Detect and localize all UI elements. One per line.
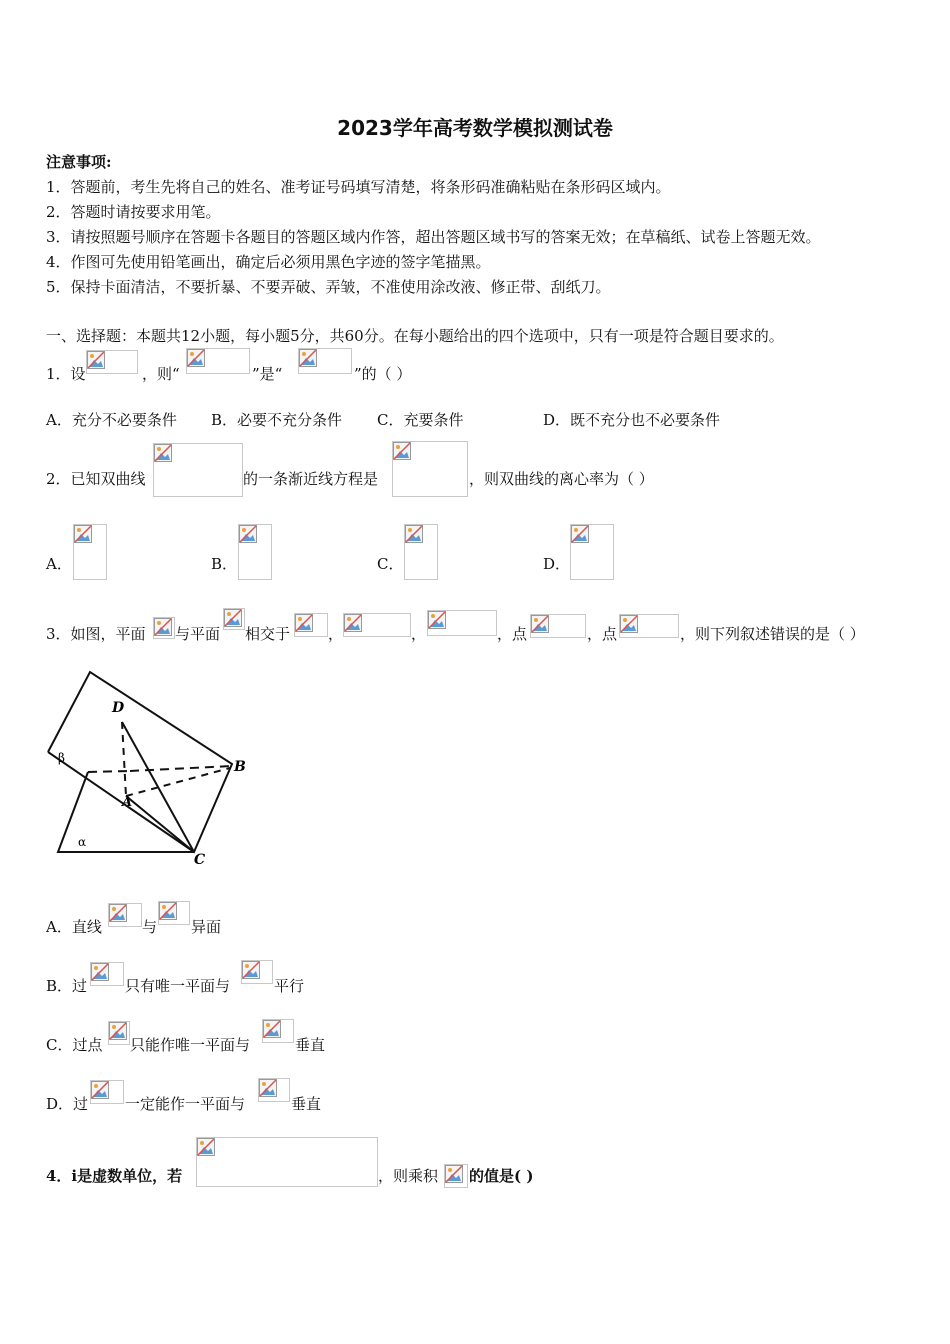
label-alpha: α <box>78 835 87 849</box>
formula-image <box>73 524 107 580</box>
formula-image <box>444 1164 468 1188</box>
broken-image-icon <box>295 614 313 632</box>
notice-item: 4．作图可先使用铅笔画出，确定后必须用黑色字迹的签字笔描黑。 <box>46 253 491 271</box>
q2-option-b: B． <box>211 555 238 573</box>
q3-text: ， <box>328 625 344 643</box>
q3-text: ，则下列叙述错误的是（ ） <box>680 625 865 643</box>
q4-text: ，则乘积 <box>378 1167 439 1185</box>
broken-image-icon <box>428 611 446 629</box>
broken-image-icon <box>571 525 589 543</box>
formula-image <box>298 348 352 374</box>
broken-image-icon <box>620 615 638 633</box>
q1-text: ，则“ <box>142 365 180 383</box>
formula-image <box>404 524 438 580</box>
broken-image-icon <box>531 615 549 633</box>
formula-image <box>262 1019 294 1043</box>
q2-text: 的一条渐近线方程是 <box>243 470 379 488</box>
broken-image-icon <box>263 1020 281 1038</box>
formula-image <box>153 443 243 497</box>
formula-image <box>294 613 328 637</box>
formula-image <box>108 1021 130 1045</box>
label-a: A <box>122 795 133 810</box>
broken-image-icon <box>197 1138 215 1156</box>
segment-dc <box>122 722 194 852</box>
broken-image-icon <box>91 1081 109 1099</box>
broken-image-icon <box>224 609 242 627</box>
q3-text: 与平面 <box>175 625 221 643</box>
q4-text: 的值是( ) <box>469 1167 534 1185</box>
formula-image <box>238 524 272 580</box>
q1-text: 1．设 <box>46 365 86 383</box>
q3-option-a: 与 <box>142 918 158 936</box>
q3-text: 3．如图，平面 <box>46 625 146 643</box>
label-beta: β <box>58 751 65 765</box>
formula-image <box>343 613 411 637</box>
broken-image-icon <box>74 525 92 543</box>
section-heading: 一、选择题：本题共12小题，每小题5分，共60分。在每小题给出的四个选项中，只有一项是符合题目要求的。 <box>46 327 784 345</box>
formula-image <box>90 1080 124 1104</box>
broken-image-icon <box>154 618 172 636</box>
q1-option-c: C．充要条件 <box>377 411 464 429</box>
broken-image-icon <box>344 614 362 632</box>
plane-beta <box>48 672 232 852</box>
formula-image <box>570 524 614 580</box>
broken-image-icon <box>242 961 260 979</box>
formula-image <box>241 960 273 984</box>
notice-item: 3．请按照题号顺序在答题卡各题目的答题区域内作答，超出答题区域书写的答案无效；在草稿纸、试卷上答题无效。 <box>46 228 821 246</box>
q4-text: 4．i是虚数单位，若 <box>46 1167 183 1185</box>
broken-image-icon <box>154 444 172 462</box>
q3-option-a: 异面 <box>191 918 222 936</box>
formula-image <box>392 441 468 497</box>
broken-image-icon <box>239 525 257 543</box>
q1-text: ”是“ <box>252 365 283 383</box>
q3-option-c: 垂直 <box>295 1036 326 1054</box>
segment-ac <box>126 796 194 852</box>
label-d: D <box>112 700 125 716</box>
q3-text: ，点 <box>587 625 618 643</box>
q2-option-c: C． <box>377 555 404 573</box>
page-title: 2023学年高考数学模拟测试卷 <box>337 116 613 140</box>
q3-option-b: 只有唯一平面与 <box>125 977 231 995</box>
q3-option-b: 平行 <box>274 977 305 995</box>
broken-image-icon <box>159 902 177 920</box>
broken-image-icon <box>405 525 423 543</box>
q3-option-c: C．过点 <box>46 1036 103 1054</box>
q3-option-d: 垂直 <box>291 1095 322 1113</box>
q3-text: 相交于 <box>245 625 291 643</box>
broken-image-icon <box>259 1079 277 1097</box>
formula-image <box>530 614 586 638</box>
formula-image <box>258 1078 290 1102</box>
formula-image <box>90 962 124 986</box>
formula-image <box>427 610 497 636</box>
q2-text: ，则双曲线的离心率为（ ） <box>469 470 654 488</box>
broken-image-icon <box>445 1165 463 1183</box>
formula-image <box>158 901 190 925</box>
q1-option-b: B．必要不充分条件 <box>211 411 343 429</box>
q2-option-a: A． <box>46 555 72 573</box>
broken-image-icon <box>91 963 109 981</box>
formula-image <box>619 614 679 638</box>
geometry-figure <box>44 668 264 868</box>
notice-heading: 注意事项: <box>46 153 112 171</box>
q3-option-d: 一定能作一平面与 <box>125 1095 246 1113</box>
label-c: C <box>194 852 206 868</box>
broken-image-icon <box>109 904 127 922</box>
q3-option-a: A．直线 <box>46 918 102 936</box>
notice-item: 5．保持卡面清洁，不要折暴、不要弄破、弄皱，不准使用涂改液、修正带、刮纸刀。 <box>46 278 611 296</box>
formula-image <box>196 1137 378 1187</box>
notice-item: 2．答题时请按要求用笔。 <box>46 203 221 221</box>
q1-option-a: A．充分不必要条件 <box>46 411 177 429</box>
q3-option-c: 只能作唯一平面与 <box>130 1036 251 1054</box>
q3-option-d: D．过 <box>46 1095 89 1113</box>
label-b: B <box>234 759 246 775</box>
q3-text: ， <box>411 625 427 643</box>
q2-option-d: D． <box>543 555 571 573</box>
broken-image-icon <box>393 442 411 460</box>
q3-text: ，点 <box>497 625 528 643</box>
formula-image <box>223 608 245 630</box>
notice-item: 1．答题前，考生先将自己的姓名、准考证号码填写清楚，将条形码准确粘贴在条形码区域内。 <box>46 178 671 196</box>
formula-image <box>153 617 175 639</box>
q2-text: 2．已知双曲线 <box>46 470 146 488</box>
q1-option-d: D．既不充分也不必要条件 <box>543 411 721 429</box>
broken-image-icon <box>87 351 105 369</box>
q1-text: ”的（ ） <box>354 365 412 383</box>
q3-option-b: B．过 <box>46 977 88 995</box>
broken-image-icon <box>109 1022 127 1040</box>
broken-image-icon <box>299 349 317 367</box>
formula-image <box>186 348 250 374</box>
formula-image <box>108 903 142 927</box>
formula-image <box>86 350 138 374</box>
broken-image-icon <box>187 349 205 367</box>
